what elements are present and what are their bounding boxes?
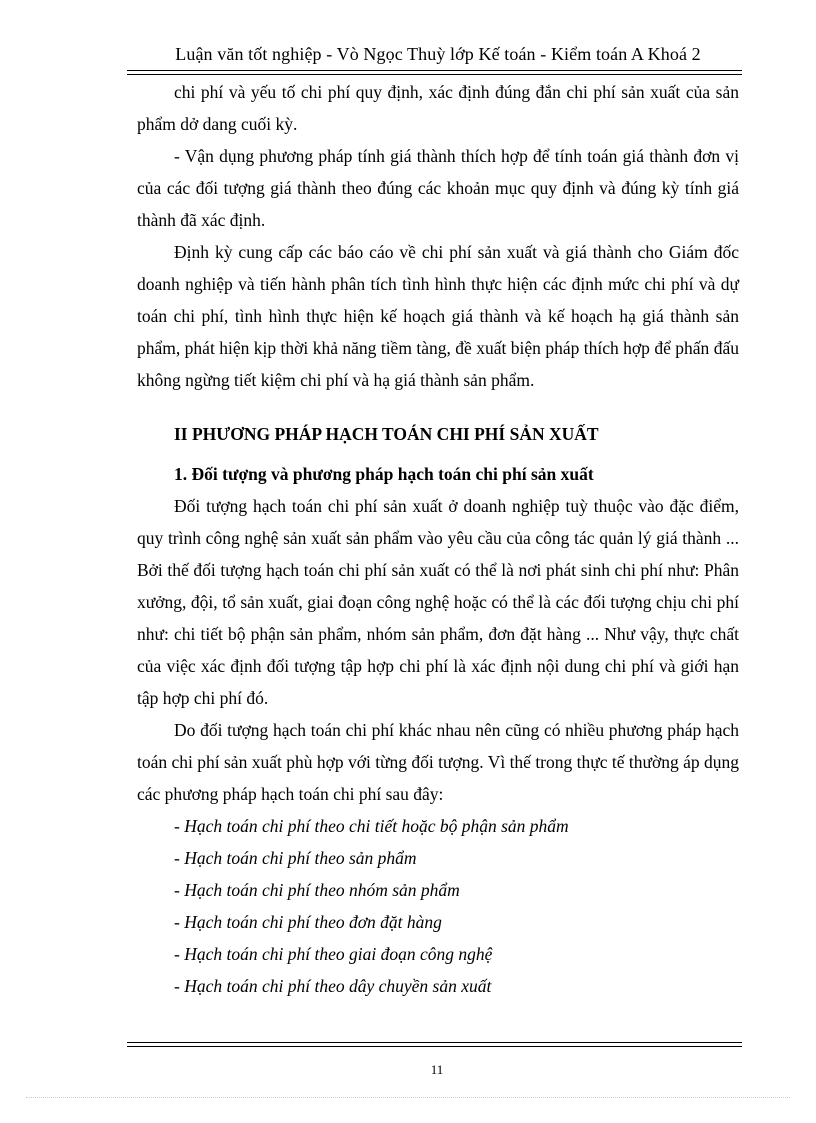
page-number: 11 xyxy=(430,1062,444,1077)
page-boundary-divider xyxy=(26,1097,790,1098)
list-item: - Hạch toán chi phí theo sản phẩm xyxy=(174,848,417,868)
list-item: - Hạch toán chi phí theo chi tiết hoặc bộ phận sản phẩm xyxy=(174,816,569,836)
header-double-rule xyxy=(127,70,742,75)
paragraph-continued: chi phí và yếu tố chi phí quy định, xác định đúng đắn chi phí sản xuất của sản phẩm dở dang cuối kỳ. xyxy=(137,82,739,134)
page-content xyxy=(137,76,739,1002)
list-item: - Hạch toán chi phí theo nhóm sản phẩm xyxy=(174,880,460,900)
footer-double-rule xyxy=(127,1042,742,1047)
running-header: Luận văn tốt nghiệp - Vò Ngọc Thuỳ lớp Kế toán - Kiểm toán A Khoá 2 xyxy=(175,44,701,64)
paragraph-apply-costing-method: - Vận dụng phương pháp tính giá thành thích hợp để tính toán giá thành đơn vị của các đối tượng giá thành theo đúng các khoản mục quy định và đúng kỳ tính giá thành đã xác định. xyxy=(137,146,739,230)
list-item: - Hạch toán chi phí theo dây chuyền sản xuất xyxy=(174,976,492,996)
methods-list xyxy=(137,810,739,1002)
paragraph-methods-intro: Do đối tượng hạch toán chi phí khác nhau nên cũng có nhiều phương pháp hạch toán chi phí sản xuất phù hợp với từng đối tượng. Vì thế trong thực tế thường áp dụng các phương pháp hạch toán chi phí sau đây: xyxy=(137,720,739,804)
subsection-heading: 1. Đối tượng và phương pháp hạch toán chi phí sản xuất xyxy=(174,464,594,484)
section-heading: II PHƯƠNG PHÁP HẠCH TOÁN CHI PHÍ SẢN XUẤT xyxy=(174,424,599,444)
list-item: - Hạch toán chi phí theo đơn đặt hàng xyxy=(174,912,442,932)
paragraph-cost-object: Đối tượng hạch toán chi phí sản xuất ở doanh nghiệp tuỳ thuộc vào đặc điểm, quy trình công nghệ sản xuất sản phẩm vào yêu cầu của công tác quản lý giá thành ... Bởi thế đối tượng hạch toán chi phí sản xuất có thể là nơi phát sinh chi phí như: Phân xưởng, đội, tổ sản xuất, giai đoạn công nghệ hoặc có thể là các đối tượng chịu chi phí như: chi tiết bộ phận sản phẩm, nhóm sản phẩm, đơn đặt hàng ... Như vậy, thực chất của việc xác định đối tượng tập hợp chi phí là xác định nội dung chi phí và giới hạn tập hợp chi phí đó. xyxy=(137,496,739,708)
list-item: - Hạch toán chi phí theo giai đoạn công nghệ xyxy=(174,944,493,964)
paragraph-periodic-reporting: Định kỳ cung cấp các báo cáo về chi phí sản xuất và giá thành cho Giám đốc doanh nghiệp và tiến hành phân tích tình hình thực hiện các định mức chi phí và dự toán chi phí, tình hình thực hiện kế hoạch giá thành và kế hoạch hạ giá thành sản phẩm, phát hiện kịp thời khả năng tiềm tàng, đề xuất biện pháp thích hợp để phấn đấu không ngừng tiết kiệm chi phí và hạ giá thành sản phẩm. xyxy=(137,242,739,390)
